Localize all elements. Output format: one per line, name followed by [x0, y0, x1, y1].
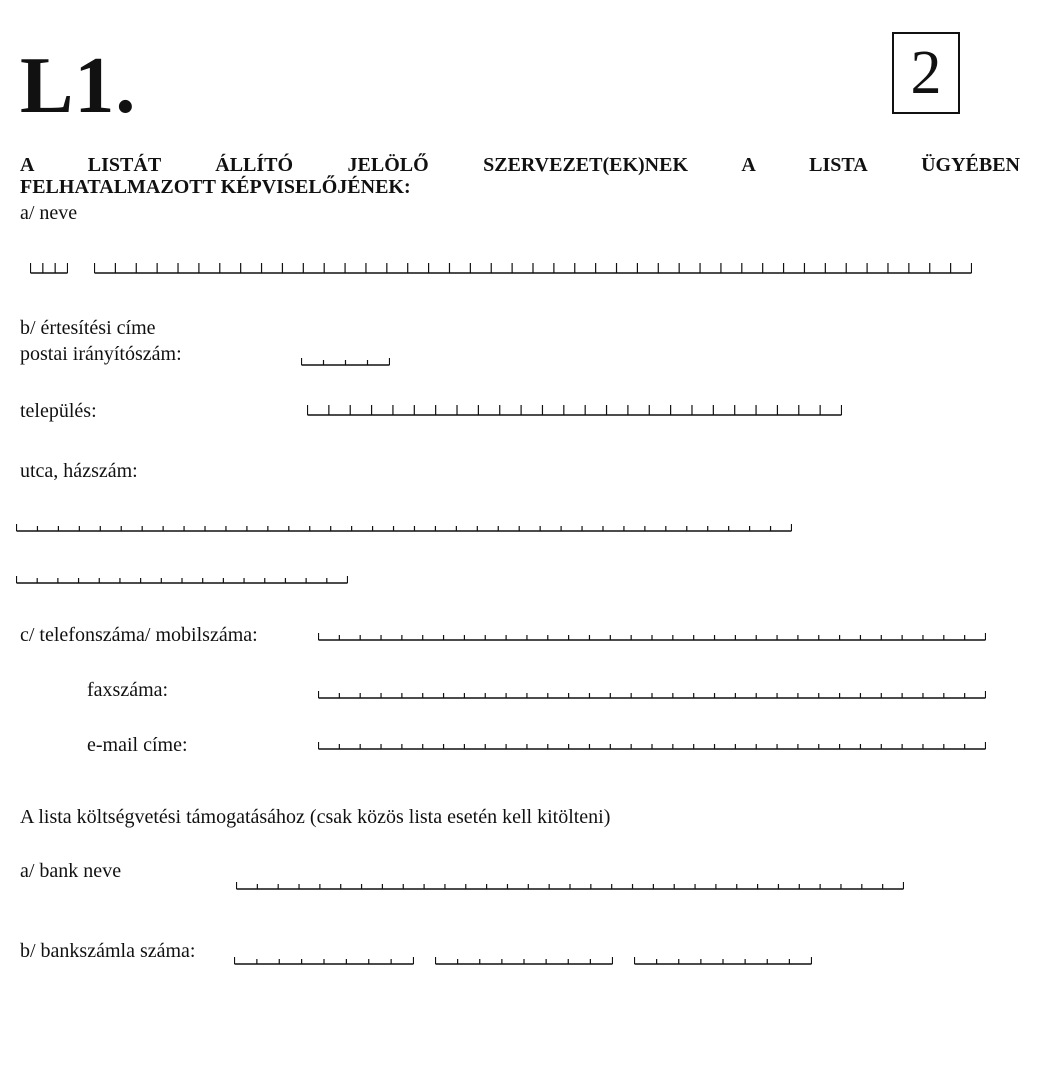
comb-field-graphic — [234, 951, 414, 965]
name-prefix-field[interactable] — [30, 260, 68, 274]
comb-field-graphic — [30, 260, 68, 274]
comb-field-graphic — [307, 402, 842, 416]
form-title: L1. — [20, 42, 137, 130]
street-field-line2[interactable] — [16, 570, 348, 584]
account-number-label: b/ bankszámla száma: — [20, 940, 196, 962]
bank-name-label: a/ bank neve — [20, 860, 122, 882]
comb-field-graphic — [318, 685, 986, 699]
bank-name-field[interactable] — [236, 876, 904, 890]
phone-label: c/ telefonszáma/ mobilszáma: — [20, 624, 258, 646]
street-field-line1[interactable] — [16, 518, 792, 532]
name-field[interactable] — [94, 260, 972, 274]
comb-field-graphic — [318, 736, 986, 750]
comb-field-graphic — [16, 570, 348, 584]
fax-field[interactable] — [318, 685, 986, 699]
phone-field[interactable] — [318, 627, 986, 641]
account-number-field-3[interactable] — [634, 951, 812, 965]
account-number-field-1[interactable] — [234, 951, 414, 965]
comb-field-graphic — [16, 518, 792, 532]
street-label: utca, házszám: — [20, 460, 138, 482]
comb-field-graphic — [94, 260, 972, 274]
postal-code-label: postai irányítószám: — [20, 343, 182, 365]
representative-heading-line1: A LISTÁT ÁLLÍTÓ JELÖLŐ SZERVEZET(EK)NEK A LISTA ÜGYÉBEN — [20, 154, 1020, 176]
page-number-box: 2 — [892, 32, 960, 114]
email-label: e-mail címe: — [87, 734, 188, 756]
settlement-label: település: — [20, 400, 97, 422]
comb-field-graphic — [301, 352, 390, 366]
postal-code-field[interactable] — [301, 352, 390, 366]
settlement-field[interactable] — [307, 402, 842, 416]
name-label: a/ neve — [20, 202, 78, 224]
budget-heading: A lista költségvetési támogatásához (csak közös lista esetén kell kitölteni) — [20, 806, 611, 828]
comb-field-graphic — [435, 951, 613, 965]
comb-field-graphic — [634, 951, 812, 965]
email-field[interactable] — [318, 736, 986, 750]
address-label: b/ értesítési címe — [20, 317, 156, 339]
comb-field-graphic — [318, 627, 986, 641]
fax-label: faxszáma: — [87, 679, 169, 701]
comb-field-graphic — [236, 876, 904, 890]
account-number-field-2[interactable] — [435, 951, 613, 965]
representative-heading-line2: FELHATALMAZOTT KÉPVISELŐJÉNEK: — [20, 176, 411, 198]
